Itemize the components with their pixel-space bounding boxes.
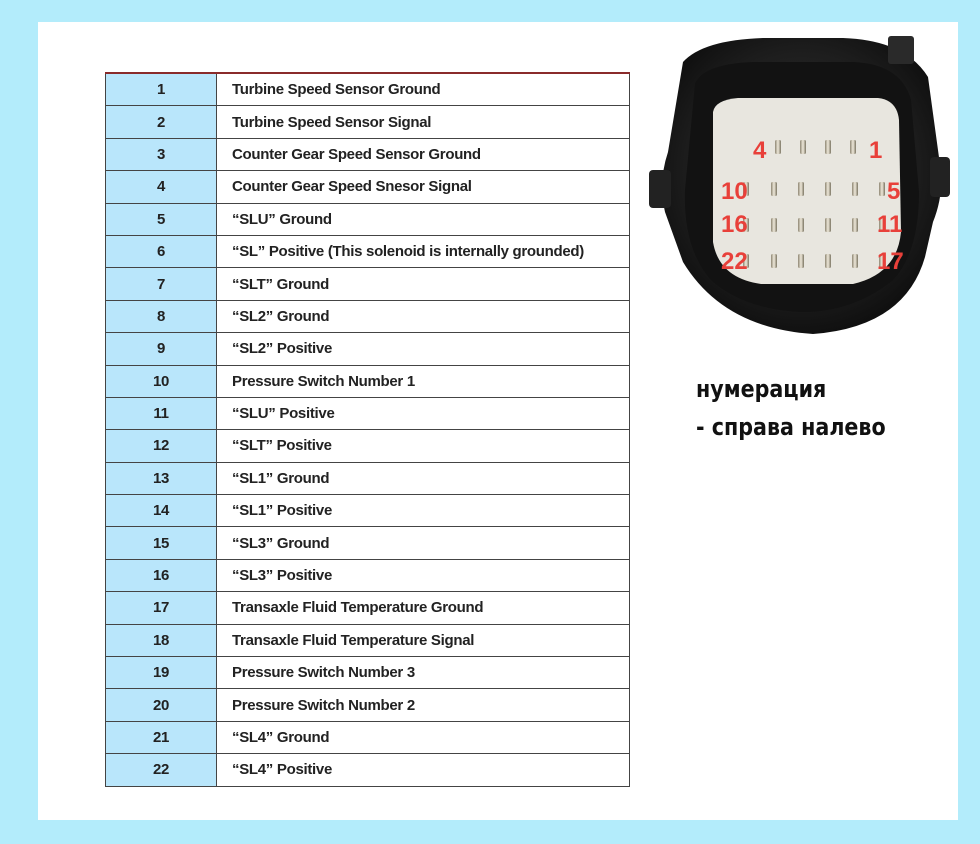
pin-number-cell: 22 xyxy=(106,754,217,786)
pin-number-cell: 18 xyxy=(106,624,217,656)
table-row xyxy=(106,430,630,462)
table-row xyxy=(106,300,630,332)
pin-function-cell: Turbine Speed Sensor Ground xyxy=(217,73,630,106)
table-row xyxy=(106,365,630,397)
caption-line-2: - справа налево xyxy=(696,413,886,441)
pin-function-cell: “SL” Positive (This solenoid is internally grounded) xyxy=(217,235,630,267)
connector-pin xyxy=(798,218,804,232)
label-pin-10: 10 xyxy=(721,178,748,205)
pin-function-cell: “SLU” Positive xyxy=(217,397,630,429)
table-row xyxy=(106,592,630,624)
table-row xyxy=(106,235,630,267)
label-pin-4: 4 xyxy=(753,137,767,164)
pin-number-cell: 13 xyxy=(106,462,217,494)
connector-pin xyxy=(852,254,858,268)
label-pin-16: 16 xyxy=(721,211,748,238)
pin-function-cell: Turbine Speed Sensor Signal xyxy=(217,106,630,138)
pin-function-cell: Pressure Switch Number 1 xyxy=(217,365,630,397)
table-row xyxy=(106,657,630,689)
pin-number-cell: 5 xyxy=(106,203,217,235)
connector-pin xyxy=(798,182,804,196)
pin-function-cell: Transaxle Fluid Temperature Signal xyxy=(217,624,630,656)
pin-number-cell: 20 xyxy=(106,689,217,721)
pin-number-cell: 17 xyxy=(106,592,217,624)
table-row xyxy=(106,268,630,300)
table-row xyxy=(106,397,630,429)
pin-function-cell: “SLT” Positive xyxy=(217,430,630,462)
connector-pin xyxy=(879,182,885,196)
connector-pin xyxy=(825,182,831,196)
pin-number-cell: 12 xyxy=(106,430,217,462)
table-row xyxy=(106,624,630,656)
pin-function-cell: “SL3” Positive xyxy=(217,559,630,591)
connector-pin xyxy=(771,254,777,268)
label-pin-22: 22 xyxy=(721,248,748,275)
pin-function-cell: “SL3” Ground xyxy=(217,527,630,559)
pin-number-cell: 9 xyxy=(106,333,217,365)
table-row xyxy=(106,73,630,106)
connector-pin xyxy=(852,218,858,232)
pin-number-cell: 14 xyxy=(106,495,217,527)
connector-pin xyxy=(825,140,831,154)
pin-function-cell: “SL4” Positive xyxy=(217,754,630,786)
top-key xyxy=(888,36,914,64)
connector-pin xyxy=(852,182,858,196)
table-row xyxy=(106,721,630,753)
connector-pin xyxy=(771,218,777,232)
pin-number-cell: 16 xyxy=(106,559,217,591)
connector-photo xyxy=(643,22,958,362)
pin-number-cell: 1 xyxy=(106,73,217,106)
pin-number-cell: 11 xyxy=(106,397,217,429)
table-row xyxy=(106,333,630,365)
connector-pin xyxy=(798,254,804,268)
pinout-table-body xyxy=(106,73,630,786)
pin-function-cell: Counter Gear Speed Sensor Ground xyxy=(217,138,630,170)
table-row xyxy=(106,171,630,203)
pin-number-cell: 10 xyxy=(106,365,217,397)
pin-function-cell: “SL2” Positive xyxy=(217,333,630,365)
connector-pin xyxy=(825,254,831,268)
pin-number-cell: 4 xyxy=(106,171,217,203)
document-card xyxy=(38,22,958,820)
numbering-caption xyxy=(696,370,886,446)
pin-number-cell: 15 xyxy=(106,527,217,559)
pin-function-cell: “SLT” Ground xyxy=(217,268,630,300)
pin-function-cell: “SL1” Positive xyxy=(217,495,630,527)
pin-number-cell: 6 xyxy=(106,235,217,267)
pin-function-cell: Transaxle Fluid Temperature Ground xyxy=(217,592,630,624)
label-pin-1: 1 xyxy=(869,137,883,164)
table-row xyxy=(106,559,630,591)
table-row xyxy=(106,138,630,170)
connector-pin xyxy=(775,140,781,154)
latch-tab-left xyxy=(649,170,671,208)
pin-function-cell: “SL1” Ground xyxy=(217,462,630,494)
label-pin-17: 17 xyxy=(877,248,904,275)
pin-number-cell: 21 xyxy=(106,721,217,753)
pin-function-cell: “SLU” Ground xyxy=(217,203,630,235)
table-row xyxy=(106,203,630,235)
table-row xyxy=(106,462,630,494)
pin-function-cell: Counter Gear Speed Snesor Signal xyxy=(217,171,630,203)
connector-pin xyxy=(825,218,831,232)
pin-number-cell: 8 xyxy=(106,300,217,332)
caption-line-1: нумерация xyxy=(696,375,827,403)
pin-number-cell: 2 xyxy=(106,106,217,138)
latch-tab-right xyxy=(930,157,950,197)
pinout-table xyxy=(105,72,630,787)
table-row xyxy=(106,527,630,559)
connector-pin xyxy=(800,140,806,154)
table-row xyxy=(106,754,630,786)
table-row xyxy=(106,106,630,138)
pin-function-cell: Pressure Switch Number 2 xyxy=(217,689,630,721)
pin-function-cell: “SL2” Ground xyxy=(217,300,630,332)
table-row xyxy=(106,689,630,721)
pin-number-cell: 3 xyxy=(106,138,217,170)
connector-pin xyxy=(771,182,777,196)
label-pin-5: 5 xyxy=(887,178,901,205)
connector-pin xyxy=(850,140,856,154)
pin-number-cell: 7 xyxy=(106,268,217,300)
table-row xyxy=(106,495,630,527)
pin-function-cell: “SL4” Ground xyxy=(217,721,630,753)
pin-number-cell: 19 xyxy=(106,657,217,689)
pin-function-cell: Pressure Switch Number 3 xyxy=(217,657,630,689)
label-pin-11: 11 xyxy=(877,211,903,238)
